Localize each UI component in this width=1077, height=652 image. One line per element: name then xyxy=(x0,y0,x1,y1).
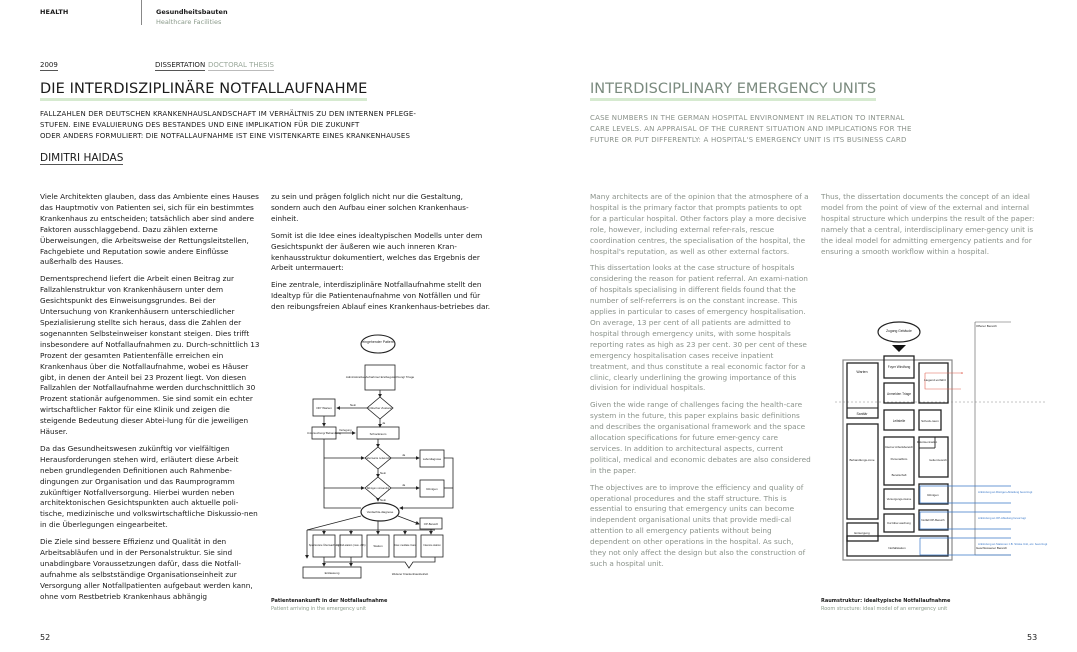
room-reception: Anmelden Triage xyxy=(886,392,912,396)
node-imc: Inter-mediate Care xyxy=(394,544,416,547)
doc-type-en: DOCTORAL THESIS xyxy=(208,61,274,69)
body-en-column-1 xyxy=(590,192,812,576)
room-waiting: Warten xyxy=(856,370,868,374)
header-divider xyxy=(141,0,142,25)
room-decon: Dekonta-mination xyxy=(916,441,938,444)
room-shock: Schock-raum xyxy=(921,419,939,423)
caption-en: Room structure: ideal model of an emergency unit xyxy=(821,606,948,612)
paragraph: zu sein und prägen folglich nicht nur die Gestaltung, sondern auch den Aufbau einer solchen Krankenhaus-einheit. xyxy=(271,192,469,223)
label-no: Nein xyxy=(380,498,387,502)
room-structure-diagram xyxy=(835,318,1060,593)
label-open-area: Offener Bereich xyxy=(976,324,997,328)
node-station: Station xyxy=(373,544,383,548)
patient-flow-diagram xyxy=(265,330,465,595)
paragraph: This dissertation looks at the case structure of hospitals considering the reason for patient referral. An exami-nation of hospitals specialising in different fields found that the number of self-referrers is on the constant increase. This applies in particular to cases of emergency hospitalisation. On average, 13 per cent of all patients are admitted to hospital through emergency units, with some hospitals reporting rates as high as 23 per cent. 30 per cent of these emergency hospitalisation cases receive inpatient treatment, and thus constitute a real economic factor for a clinic, clearly underlining the growing importance of this division for individual hospitals. xyxy=(590,263,808,393)
paragraph: Thus, the dissertation documents the concept of an ideal model from the point of view of the external and internal hospital structure which underpins the result of the paper: namely that a central, interdisciplinary emer-gency unit is the ideal model for admitting emergency patients and for ensuring a smooth workflow within a hospital. xyxy=(821,192,1035,256)
node-op-area: OP-Bereich xyxy=(423,522,439,526)
room-op: Notfall OP-Bereich xyxy=(921,518,945,522)
paragraph: Somit ist die Idee eines idealtypischen Modells unter dem Gesichtspunkt der äußeren wie auch inneren Kran-kenhausstruktur dokumentiert, welches das Ergebnis der Arbeit untermauert: xyxy=(271,230,483,273)
node-xray-question: Röntgen notwendig xyxy=(366,487,390,490)
paragraph: Die Ziele sind bessere Effizienz und Qualität in den Arbeitsabläufen und in der Personalstruktur. Sie sind unabdingbare Voraussetzungen dafür, dass die Notfall-aufnahme als selbstständige Organisationseinheit zur Versorgung aller Notfallpatienten aufgebaut werden kann, ohne vom Restbetrieb Krankenhaus abhängig xyxy=(40,537,253,601)
node-lab-question: Laborwerte notwendig xyxy=(365,457,391,460)
page-number-right: 53 xyxy=(1027,633,1038,642)
subtitle-en xyxy=(590,113,990,146)
paragraph: Given the wide range of challenges facing the health-care system in the future, this paper explains basic definitions and describes the organisational framework and the space allocation specifications for future emer-gency care services. In addition to architectural aspects, current political, medical and economic debates are also considered in the paper. xyxy=(590,400,811,475)
node-icu: Intensiv-station xyxy=(423,544,441,547)
room-entrance: Zugang Gebäude xyxy=(886,329,912,333)
page-number-left: 52 xyxy=(40,633,51,642)
caption-de: Patientenankunft in der Notfallaufnahme xyxy=(271,598,388,604)
node-diagnosis: Verdachts-diagnose xyxy=(366,510,394,514)
body-en-column-2 xyxy=(821,192,1043,263)
subtitle-de-line: STUFEN. EINE EVALUIERUNG DES BESTANDES UND EINE IMPLIKATION FÜR DIE ZUKUNFT xyxy=(40,121,360,129)
body-de-column-1 xyxy=(40,192,262,609)
label-yes: Ja xyxy=(382,421,386,425)
node-discharge: Entlassung xyxy=(324,571,340,575)
node-ward: Notfall-station (max. 24h) xyxy=(336,544,366,547)
subtitle-en-line: CASE NUMBERS IN THE GERMAN HOSPITAL ENVIRONMENT IN RELATION TO INTERNAL xyxy=(590,114,905,122)
room-control: Leitstelle xyxy=(892,419,906,423)
room-internal: Interner Arbeitsbereich xyxy=(884,445,914,449)
title-en: INTERDISCIPLINARY EMERGENCY UNITS xyxy=(590,81,876,101)
label-no: Nein xyxy=(380,471,387,475)
subtitle-en-line: FUTURE OR PUT DIFFERENTLY: A HOSPITAL'S EMERGENCY UNIT IS ITS BUSINESS CARD xyxy=(590,136,907,144)
caption-de: Raumstruktur: idealtypische Notfallaufnahme xyxy=(821,598,951,604)
room-staff: Personalbüro xyxy=(890,457,908,461)
author: DIMITRI HAIDAS xyxy=(40,152,124,164)
paragraph: Many architects are of the opinion that the atmosphere of a hospital is the primary factor that prompts patients to opt for a particular hospital. Other factors play a more decisive role, however, including external refer-rals, rescue coordination centres, the specialisation of the hospital, the hospital's reputation, as well as other external factors. xyxy=(590,192,809,256)
figure-caption-right xyxy=(821,598,950,612)
node-critical: Kritischer Zustand xyxy=(367,406,393,410)
title-de: DIE INTERDISZIPLINÄRE NOTFALLAUFNAHME xyxy=(40,81,367,101)
section-label: HEALTH xyxy=(40,8,69,16)
node-start: eingehender Patient xyxy=(362,340,394,344)
paragraph: Da das Gesundheitswesen zukünftig vor vielfältigen Herausforderungen stehen wird, erläutert diese Arbeit neben grundlegenden Definitionen auch Rahmenbe-dingungen zur Organisation und das Raumprogramm zukünftiger Notfallversorgung. Hierbei wurden neben architektonischen Gesichtspunkten auch aktuelle poli-tische, medizinische und volkswirtschaftliche Diskussio-nen in die Überlegungen eingearbeitet. xyxy=(40,443,258,530)
node-shock: Schockraum xyxy=(369,432,387,436)
note-wards: Anbindung an Stationen z.B. Stroke Unit, etc. bevorzugt xyxy=(978,542,1048,546)
doc-type-de: DISSERTATION xyxy=(155,61,206,69)
node-xray: Röntgen xyxy=(426,487,438,491)
subtitle-de xyxy=(40,109,520,142)
room-supply: Versorgungs-räume xyxy=(886,497,912,501)
category-en: Healthcare Facilities xyxy=(156,18,222,26)
node-admin: Administrative Aufnahme/ Erstbegutachtung/ Triage xyxy=(345,375,415,379)
subtitle-de-line: ODER ANDERS FORMULIERT: DIE NOTFALLAUFNAHME IST EINE VISITENKARTE EINES KRANKENHAUSES xyxy=(40,132,411,140)
room-disposal: Entsorgung xyxy=(854,531,870,535)
node-special: Speziel-lere Überwachung xyxy=(308,544,340,547)
node-further: Weiterer Krankenhausbetrieb xyxy=(391,572,429,576)
subtitle-de-line: FALLZAHLEN DER DEUTSCHEN KRANKENHAUSLANDSCHAFT IM VERHÄLTNIS ZU DEN INTERNEN PFLEGE- xyxy=(40,110,417,118)
paragraph: Dementsprechend liefert die Arbeit einen Beitrag zur Fallzahlenstruktur von Krankenhäusern unter dem Gesichtspunkt des Einweisungsgrundes. Bei der Untersuchung von Krankenhäusern unterschiedlicher Spezialisierung stellte sich heraus, dass die Zahlen der sogenannten Selbsteinweiser konstant steigen. Dies trifft insbesondere auf Notfallaufnahmen zu. Durch-schnittlich 13 Prozent der gesamten Patientenfälle erreichen ein Krankenhaus über die Notfallaufnahme, wobei es Häuser gibt, in denen der Anteil bei 23 Prozent liegt. Von diesen Fallzahlen der Notfallaufnahme werden durchschnittlich 30 Prozent stationär aufgenommen. Sie sind somit ein echter wirtschaftlicher Faktor für eine Klinik und zeigen die steigende Bedeutung dieser Abtei-lung für die jeweiligen Häuser. xyxy=(40,274,260,437)
room-ward: Notfallstation xyxy=(888,546,906,550)
label-closed-area: Geschlossener Bereich xyxy=(976,546,1008,550)
room-sanitary: Sanitär xyxy=(856,412,868,416)
note-op: Anbindung an OP-Abteilung bevorzugt xyxy=(978,516,1026,520)
year: 2009 xyxy=(40,61,58,69)
room-treatment: Behandlungs-zone xyxy=(849,458,875,462)
paragraph: The objectives are to improve the efficiency and quality of operational procedures and the staff structure. This is essential to ensuring that emergency units can become independent organisational units that provide medi-cal attention to all emergency patients without being dependent on other operations in the hospital. As such, they not only affect the design but also the construction of such a hospital unit. xyxy=(590,482,806,568)
label-referral: Verlegung xyxy=(339,428,352,432)
room-shortstay: Kurzüber-wachung xyxy=(887,521,911,525)
figure-caption-left xyxy=(271,598,387,612)
caption-en: Patient arriving in the emergency unit xyxy=(271,606,367,612)
room-standby: Bereitschaft xyxy=(891,473,907,477)
label-yes: Ja xyxy=(402,453,406,457)
room-isolation: Isolier-bereich xyxy=(929,458,947,462)
node-exam: Untersuchung/ Behandlung xyxy=(307,431,341,435)
paragraph: Viele Architekten glauben, dass das Ambiente eines Hauses das Hauptmotiv von Patienten sei, sich für ein bestimmtes Krankenhaus zu entscheiden; tatsächlich aber sind andere Faktoren ausschlaggebend. Dazu zählen externe Überweisungen, die Arbeitsweise der Rettungsleitstellen, Fachgebiete und Reputation sowie andere Einflüsse außerhalb des Hauses. xyxy=(40,192,259,267)
node-lab: Labordiagnose xyxy=(422,457,442,461)
label-yes: Ja xyxy=(402,483,406,487)
body-de-column-2 xyxy=(271,192,493,319)
label-no: Nein xyxy=(350,403,357,407)
room-xray: Röntgen xyxy=(927,493,939,497)
subtitle-en-line: CARE LEVELS. AN APPRAISAL OF THE CURRENT SITUATION AND IMPLICATIONS FOR THE xyxy=(590,125,912,133)
node-or: OP/ Warten xyxy=(316,406,332,410)
room-foyer: Foyer Windfang xyxy=(887,365,911,369)
paragraph: Eine zentrale, interdisziplinäre Notfallaufnahme stellt den Idealtyp für die Patientenaufnahme von Notfällen und für den reibungsfreien Ablauf eines Krankenhaus-betriebes dar. xyxy=(271,280,491,312)
note-xray: Anbindung an Röntgen-Abteilung bevorzugt xyxy=(978,490,1033,494)
category-de: Gesundheitsbauten xyxy=(156,8,228,16)
room-lying-arrival: Liegend-vorfahrt xyxy=(924,378,946,382)
